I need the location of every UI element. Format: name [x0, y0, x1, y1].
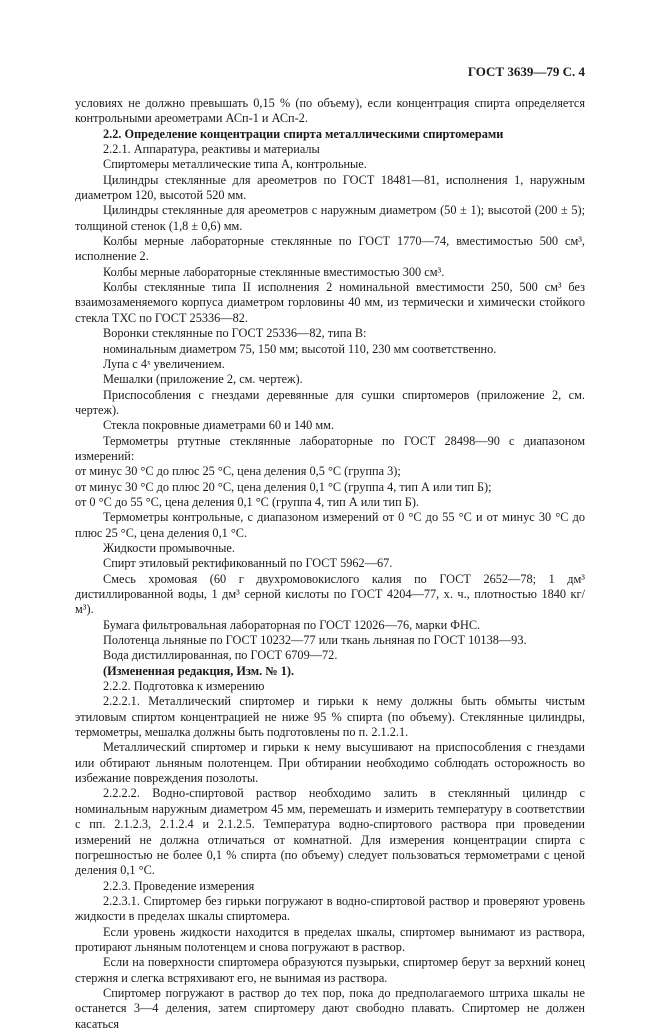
paragraph: Стекла покровные диаметрами 60 и 140 мм. — [103, 418, 334, 433]
paragraph: Если уровень жидкости находится в пределах шкалы, спиртомер вынимают из раствора, протирают льняным полотенцем и снова погружают в раствор. — [75, 924, 585, 954]
paragraph: номинальным диаметром 75, 150 мм; высотой 110, 230 мм соответственно. — [103, 341, 497, 356]
section-heading: (Измененная редакция, Изм. № 1). — [103, 663, 295, 678]
paragraph: Колбы мерные лабораторные стеклянные по ГОСТ 1770—74, вместимостью 500 см³, исполнение 2. — [75, 234, 585, 264]
paragraph: Вода дистиллированная, по ГОСТ 6709—72. — [103, 648, 338, 663]
paragraph: от минус 30 °С до плюс 20 °С, цена деления 0,1 °С (группа 4, тип А или тип Б); — [75, 479, 492, 494]
paragraph: 2.2.2.1. Металлический спиртомер и гирьки к нему должны быть обмыты чистым этиловым спиртом концентрацией не ниже 95 % спирта (по объему). Стеклянные цилиндры, термометры, мешалка должны быть подготовлены по п. 2.1.2.1. — [75, 694, 585, 740]
paragraph: 2.2.1. Аппаратура, реактивы и материалы — [103, 142, 320, 157]
paragraph: Бумага фильтровальная лабораторная по ГОСТ 12026—76, марки ФНС. — [103, 617, 481, 632]
paragraph: Жидкости промывочные. — [103, 540, 235, 555]
document-body — [75, 96, 585, 1032]
paragraph: Цилиндры стеклянные для ареометров по ГОСТ 18481—81, исполнения 1, наружным диаметром 120, высотой 520 мм. — [75, 172, 585, 203]
paragraph: 2.2.2. Подготовка к измерению — [103, 679, 265, 694]
paragraph: 2.2.3.1. Спиртомер без гирьки погружают в водно-спиртовой раствор и проверяют уровень жидкости в пределах шкалы спиртомера. — [75, 893, 585, 924]
paragraph: 2.2.2.2. Водно-спиртовой раствор необходимо залить в стеклянный цилиндр с номинальным наружным диаметром 45 мм, перемешать и измерить температуру в соответствии с пп. 2.1.2.3, 2.1.2.4 и 2.1.2.5. Температура водно-спиртового раствора при проведении измерений не должна отличаться от комнатной. Для измерения концентрации спирта с погрешностью не более 0,1 % спирта (по объему) следует пользоваться термометрами с ценой деления 0,1 °С. — [75, 786, 585, 878]
section-heading: 2.2. Определение концентрации спирта металлическими спиртомерами — [103, 126, 504, 141]
paragraph: Мешалки (приложение 2, см. чертеж). — [103, 372, 303, 387]
paragraph: Полотенца льняные по ГОСТ 10232—77 или ткань льняная по ГОСТ 10138—93. — [103, 633, 527, 648]
paragraph: Спиртомер погружают в раствор до тех пор, пока до предполагаемого штриха шкалы не останется 3—4 деления, затем спиртомеру дают свободно плавать. Спиртомер не должен касаться — [75, 985, 585, 1031]
paragraph: Колбы мерные лабораторные стеклянные вместимостью 300 см³. — [103, 264, 445, 279]
paragraph: от 0 °С до 55 °С, цена деления 0,1 °С (группа 4, тип А или тип Б). — [75, 494, 420, 509]
paragraph: Термометры контрольные, с диапазоном измерений от 0 °С до 55 °С и от минус 30 °С до плюс 25 °С, цена деления 0,1 °С. — [75, 510, 585, 540]
paragraph: Термометры ртутные стеклянные лабораторные по ГОСТ 28498—90 с диапазоном измерений: — [75, 433, 585, 463]
paragraph: Цилиндры стеклянные для ареометров с наружным диаметром (50 ± 1); высотой (200 ± 5); толщиной стенок (1,8 ± 0,6) мм. — [75, 203, 585, 233]
paragraph: 2.2.3. Проведение измерения — [103, 878, 255, 893]
paragraph: условиях не должно превышать 0,15 % (по объему), если концентрация спирта определяется контрольными ареометрами АСп-1 и АСп-2. — [75, 96, 585, 126]
paragraph: Приспособления с гнездами деревянные для сушки спиртомеров (приложение 2, см. чертеж). — [75, 387, 585, 417]
paragraph: Спиртомеры металлические типа А, контрольные. — [103, 157, 367, 172]
paragraph: Смесь хромовая (60 г двухромовокислого калия по ГОСТ 2652—78; 1 дм³ дистиллированной воды, 1 дм³ серной кислоты по ГОСТ 4204—77, х. ч., плотностью 1840 кг/м³). — [75, 571, 585, 617]
paragraph: Металлический спиртомер и гирьки к нему высушивают на приспособления с гнездами или обтирают льняным полотенцем. При обтирании необходимо соблюдать осторожность во избежание повреждения позолоты. — [75, 740, 585, 786]
paragraph: Воронки стеклянные по ГОСТ 25336—82, типа В: — [103, 326, 367, 341]
paragraph: от минус 30 °С до плюс 25 °С, цена деления 0,5 °С (группа 3); — [75, 464, 401, 479]
paragraph: Колбы стеклянные типа II исполнения 2 номинальной вместимости 250, 500 см³ без взаимозаменяемого корпуса диаметром горловины 40 мм, из термически и химически стойкого стекла ТХС по ГОСТ 25336—82. — [75, 280, 585, 325]
paragraph: Если на поверхности спиртомера образуются пузырьки, спиртомер берут за верхний конец стержня и слегка встряхивают его, не вынимая из раствора. — [75, 955, 585, 985]
page-header: ГОСТ 3639—79 С. 4 — [467, 64, 585, 79]
paragraph: Лупа с 4ˣ увеличением. — [103, 356, 225, 371]
paragraph: Спирт этиловый ректификованный по ГОСТ 5962—67. — [103, 556, 393, 571]
